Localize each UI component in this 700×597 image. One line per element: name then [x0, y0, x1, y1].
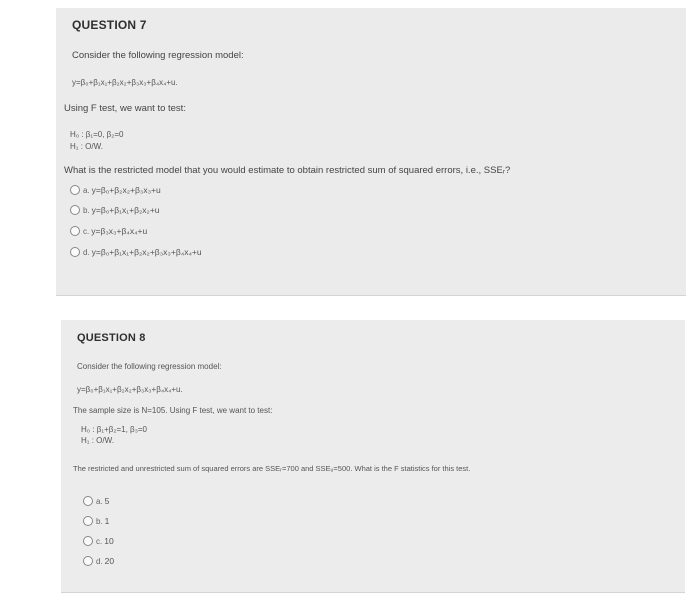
option-text: y=β₀+β₂x₂+β₃x₃+u: [91, 185, 161, 195]
radio-button[interactable]: [83, 536, 93, 546]
question-8-panel: [61, 320, 685, 593]
question-8-option-b[interactable]: b. 1: [83, 516, 109, 526]
question-7-option-d[interactable]: d. y=β₀+β₁x₁+β₂x₂+β₃x₃+β₄x₄+u: [70, 247, 202, 257]
question-7-null-hypothesis: H₀ : β₁=0, β₂=0: [70, 130, 124, 139]
question-8-intro: Consider the following regression model:: [77, 362, 222, 371]
radio-button[interactable]: [70, 205, 80, 215]
question-7-option-c[interactable]: c. y=β₃x₃+β₄x₄+u: [70, 226, 147, 236]
radio-button[interactable]: [83, 556, 93, 566]
radio-button[interactable]: [83, 516, 93, 526]
radio-button[interactable]: [70, 247, 80, 257]
question-8-option-a[interactable]: a. 5: [83, 496, 109, 506]
radio-button[interactable]: [83, 496, 93, 506]
question-7-option-a[interactable]: a. y=β₀+β₂x₂+β₃x₃+u: [70, 185, 161, 195]
question-8-null-hypothesis: H₀ : β₁+β₂=1, β₃=0: [81, 425, 147, 434]
question-8-alt-hypothesis: H₁ : O/W.: [81, 436, 114, 445]
option-text: 10: [104, 536, 114, 546]
option-text: 5: [104, 496, 110, 506]
question-7-option-b[interactable]: b. y=β₀+β₁x₁+β₂x₂+u: [70, 205, 160, 215]
question-8-option-c[interactable]: c. 10: [83, 536, 114, 546]
option-text: 1: [104, 516, 110, 526]
question-8-title: QUESTION 8: [77, 332, 146, 344]
question-7-alt-hypothesis: H₁ : O/W.: [70, 142, 103, 151]
question-7-intro: Consider the following regression model:: [72, 50, 244, 61]
radio-button[interactable]: [70, 185, 80, 195]
question-7-title: QUESTION 7: [72, 18, 147, 32]
question-7-question-text: What is the restricted model that you would estimate to obtain restricted sum of squared errors, i.e., SSEᵣ?: [64, 165, 511, 176]
option-text: y=β₀+β₁x₁+β₂x₂+β₃x₃+β₄x₄+u: [91, 247, 202, 257]
option-text: 20: [104, 556, 115, 566]
radio-button[interactable]: [70, 226, 80, 236]
question-7-model: y=β₀+β₁x₁+β₂x₂+β₃x₃+β₄x₄+u.: [72, 78, 178, 87]
question-8-question-text: The restricted and unrestricted sum of squared errors are SSEᵣ=700 and SSEᵤ=500. What is the F statistics for this test.: [73, 464, 471, 473]
question-8-model: y=β₀+β₁x₁+β₂x₂+β₃x₃+β₄x₄+u.: [77, 385, 183, 394]
question-7-panel: [56, 8, 686, 296]
option-text: y=β₀+β₁x₁+β₂x₂+u: [91, 205, 160, 215]
question-7-ftest-text: Using F test, we want to test:: [64, 103, 186, 114]
option-text: y=β₃x₃+β₄x₄+u: [91, 226, 148, 236]
question-8-option-d[interactable]: d. 20: [83, 556, 114, 566]
question-8-sample-text: The sample size is N=105. Using F test, we want to test:: [73, 406, 273, 415]
